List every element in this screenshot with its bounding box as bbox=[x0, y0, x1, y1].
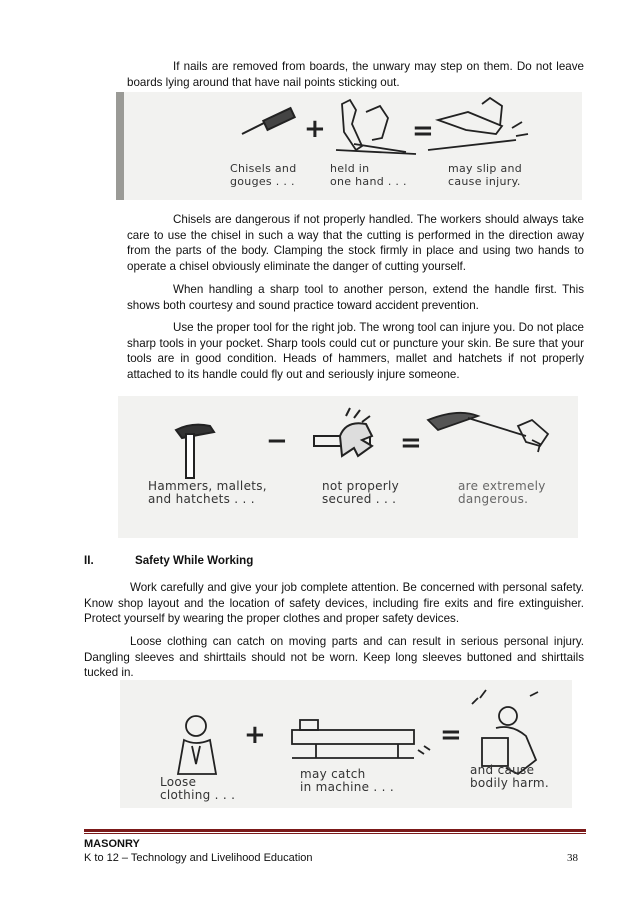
loose-hammer-icon bbox=[314, 408, 372, 456]
slipping-hand-icon bbox=[428, 98, 528, 150]
hand-chisel-icon bbox=[336, 100, 416, 154]
section-title: Safety While Working bbox=[135, 554, 254, 567]
chisel-caption: Chisels and gouges . . . bbox=[230, 162, 297, 188]
injured-person-icon bbox=[472, 690, 538, 774]
hammer-illustration bbox=[118, 396, 578, 538]
catch-caption: may catch in machine . . . bbox=[300, 767, 395, 794]
footer-rule bbox=[84, 829, 586, 832]
page-number: 38 bbox=[567, 852, 578, 864]
machine-icon bbox=[292, 720, 430, 758]
plus-operator: + bbox=[244, 720, 266, 750]
minus-operator: − bbox=[266, 426, 288, 456]
paragraph-chisels: Chisels are dangerous if not properly handled. The workers should always take care to use the chisel in such a way that the cutting is performed in the direction away from the parts of the body. Clamping the stock firmly in place and using two hands to operate a chisel obviously eliminate the danger of cutting yourself. bbox=[127, 213, 584, 273]
chisel-icon bbox=[242, 108, 295, 134]
flying-hammer-icon bbox=[428, 413, 548, 452]
hammer-drawing bbox=[118, 396, 578, 538]
footer-rule-thin bbox=[84, 833, 586, 834]
not-secured-caption: not properly secured . . . bbox=[322, 479, 400, 506]
equals-operator: = bbox=[400, 428, 422, 458]
paragraph-proper-tool: Use the proper tool for the right job. The wrong tool can injure you. Do not place sharp tools in your pocket. Sharp tools could cut or puncture your skin. Be sure that your tools are in good condition. Heads of hammers, mallet and hatchets if not properly attached to its handle could fly out and seriously injure someone. bbox=[127, 321, 584, 381]
paragraph-handling: When handling a sharp tool to another person, extend the handle first. This shows both courtesy and sound practice toward accident prevention. bbox=[127, 283, 584, 312]
plus-operator: + bbox=[304, 114, 326, 144]
clothing-illustration bbox=[120, 680, 572, 808]
chisel-illustration bbox=[116, 92, 582, 200]
paragraph-work-carefully: Work carefully and give your job complete attention. Be concerned with personal safety. Know shop layout and the location of safety devices, including fire exits and fire extinguisher. Protect yourself by wearing the proper clothes and proper safety devices. bbox=[84, 581, 584, 626]
slip-caption: may slip and cause injury. bbox=[448, 162, 523, 188]
harm-caption: and cause bodily harm. bbox=[470, 763, 549, 790]
section-number: II. bbox=[84, 554, 94, 567]
footer-subtitle: K to 12 – Technology and Livelihood Education bbox=[84, 852, 313, 864]
equals-operator: = bbox=[440, 720, 462, 750]
hammers-caption: Hammers, mallets, and hatchets . . . bbox=[148, 479, 267, 506]
loose-clothing-caption: Loose clothing . . . bbox=[160, 775, 236, 802]
footer-title: MASONRY bbox=[84, 838, 140, 850]
dangerous-caption: are extremely dangerous. bbox=[458, 479, 546, 506]
hammer-icon bbox=[176, 425, 214, 478]
paragraph-nails: If nails are removed from boards, the unwary may step on them. Do not leave boards lying around that have nail points sticking out. bbox=[127, 60, 584, 89]
equals-operator: = bbox=[412, 116, 434, 146]
held-caption: held in one hand . . . bbox=[330, 162, 407, 188]
person-loose-clothing-icon bbox=[178, 716, 216, 774]
paragraph-loose-clothing: Loose clothing can catch on moving parts and can result in serious personal injury. Dangling sleeves and shirttails should not be worn. Keep long sleeves buttoned and shirttails tucked in. bbox=[84, 635, 584, 680]
